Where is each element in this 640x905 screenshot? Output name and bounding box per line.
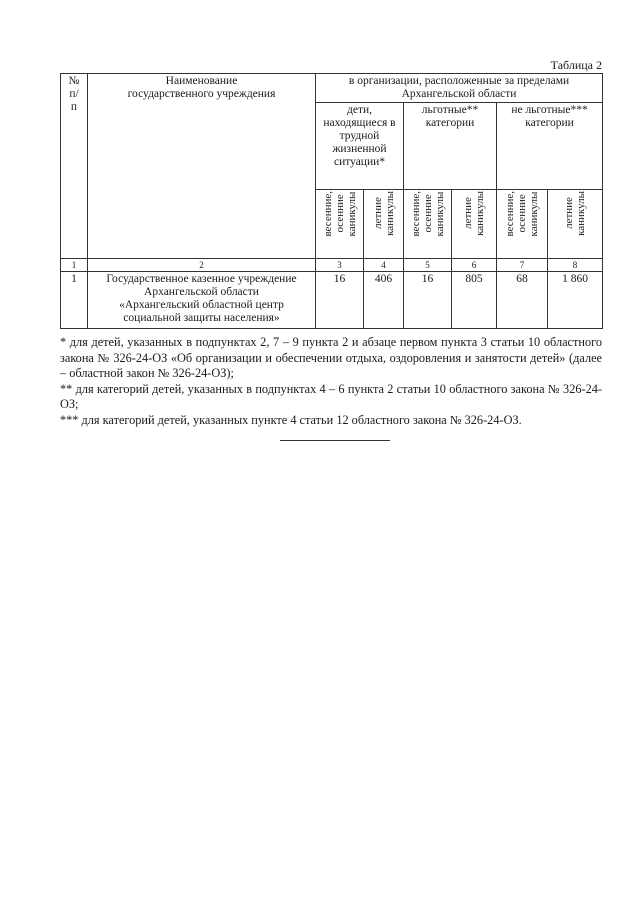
column-number: 3 xyxy=(316,259,364,272)
subheader-label: весенние, осенние каникулы xyxy=(504,191,540,237)
subheader-cell xyxy=(364,190,404,259)
header-outside-region: в организации, расположенные за пределами Архангельской области xyxy=(316,74,603,103)
institution-name: Государственное казенное учреждение Архангельской области «Архангельский областной центр социальной защиты населения» xyxy=(88,272,316,329)
footnote-3: *** для категорий детей, указанных пункте 4 статьи 12 областного закона № 326-24-ОЗ. xyxy=(60,412,522,427)
subheader-label: летние каникулы xyxy=(462,191,486,236)
header-group-privileged: льготные** категории xyxy=(404,103,497,190)
column-number: 2 xyxy=(88,259,316,272)
data-table xyxy=(60,73,603,329)
subheader-label: весенние, осенние каникулы xyxy=(321,191,358,237)
separator-line xyxy=(280,440,390,441)
column-number: 8 xyxy=(548,259,603,272)
header-group-difficult-situation: дети, находящиеся в трудной жизненной ситуации* xyxy=(316,103,404,190)
value-cell: 1 860 xyxy=(548,272,603,329)
value-cell: 805 xyxy=(452,272,497,329)
column-number: 1 xyxy=(61,259,88,272)
column-number: 5 xyxy=(404,259,452,272)
table-row xyxy=(61,272,603,329)
subheader-cell xyxy=(548,190,603,259)
subheader-label: весенние, осенние каникулы xyxy=(409,191,446,237)
subheader-cell xyxy=(452,190,497,259)
column-number: 6 xyxy=(452,259,497,272)
column-number: 7 xyxy=(497,259,548,272)
value-cell: 16 xyxy=(316,272,364,329)
subheader-label: летние каникулы xyxy=(563,191,588,236)
subheader-cell xyxy=(497,190,548,259)
header-num: № п/ п xyxy=(61,74,88,259)
footnote-1: * для детей, указанных в подпунктах 2, 7 – 9 пункта 2 и абзаце первом пункта 3 статьи 10 областного закона № 326-24-ОЗ «Об организации и обеспечении отдыха, оздоровления и занятости детей» (далее – областной закон № 326-24-ОЗ); xyxy=(60,335,602,380)
table-caption: Таблица 2 xyxy=(550,58,602,72)
subheader-label: летние каникулы xyxy=(371,191,396,236)
row-number: 1 xyxy=(61,272,88,329)
column-number: 4 xyxy=(364,259,404,272)
value-cell: 68 xyxy=(497,272,548,329)
value-cell: 406 xyxy=(364,272,404,329)
subheader-cell xyxy=(316,190,364,259)
subheader-cell xyxy=(404,190,452,259)
header-group-non-privileged: не льготные*** категории xyxy=(497,103,603,190)
value-cell: 16 xyxy=(404,272,452,329)
footnote-2: ** для категорий детей, указанных в подпунктах 4 – 6 пункта 2 статьи 10 областного закона № 326-24-ОЗ; xyxy=(60,381,602,411)
footnotes xyxy=(60,335,602,428)
header-name: Наименование государственного учреждения xyxy=(88,74,316,259)
